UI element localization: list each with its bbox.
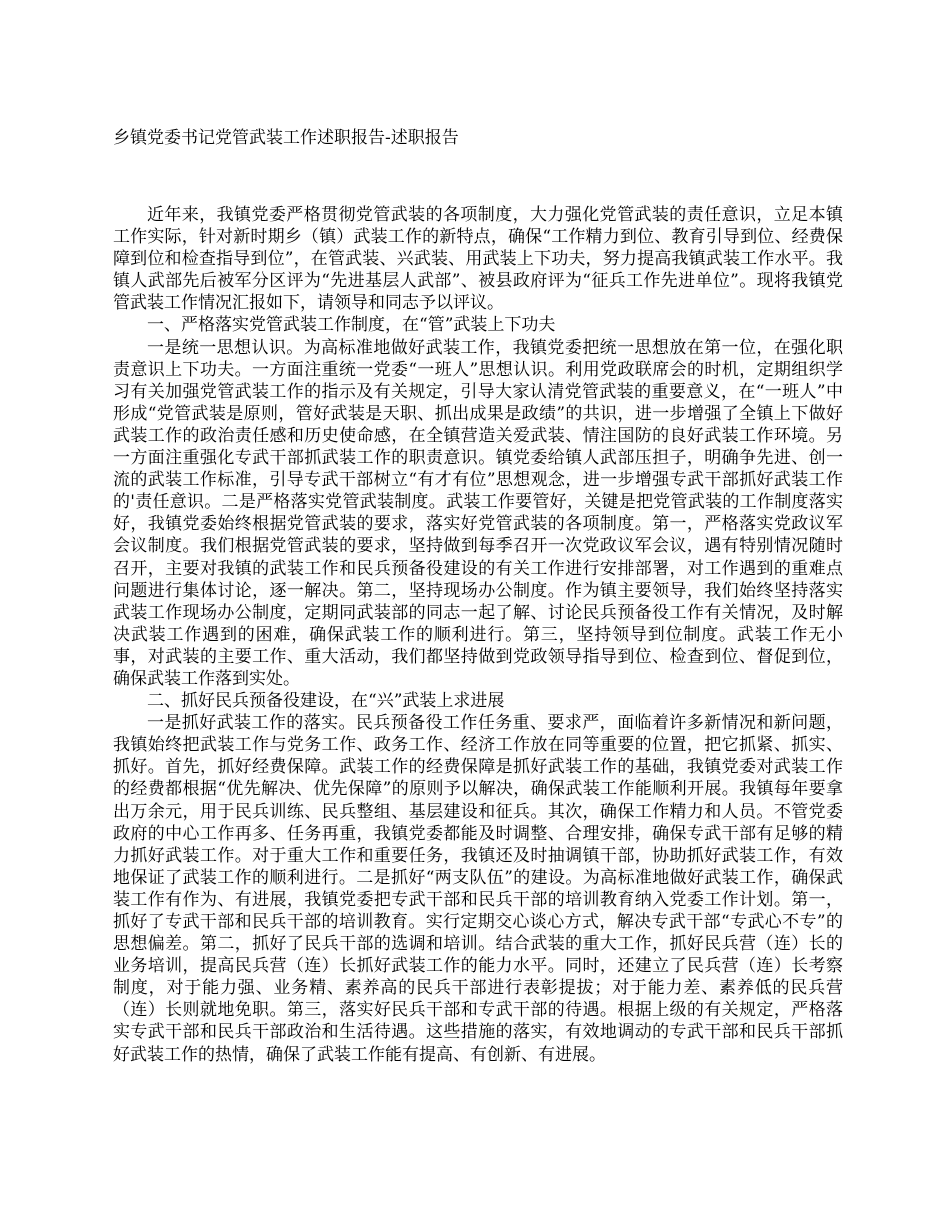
paragraph-intro: 近年来，我镇党委严格贯彻党管武装的各项制度，大力强化党管武装的责任意识，立足本镇工作实际，针对新时期乡（镇）武装工作的新特点，确保“工作精力到位、教育引导到位、经费保障到位和检查指导到位”，在管武装、兴武装、用武装上下功夫，努力提高我镇武装工作水平。我镇人武部先后被军分区评为“先进基层人武部”、被县政府评为“征兵工作先进单位”。现将我镇党管武装工作情况汇报如下，请领导和同志予以评议。 <box>113 205 843 314</box>
section-heading-1: 一、严格落实党管武装工作制度，在“管”武装上下功夫 <box>147 315 556 336</box>
paragraph-section-2: 一是抓好武装工作的落实。民兵预备役工作任务重、要求严，面临着许多新情况和新问题，我镇始终把武装工作与党务工作、政务工作、经济工作放在同等重要的位置，把它抓紧、抓实、抓好。首先，抓好经费保障。武装工作的经费保障是抓好武装工作的基础，我镇党委对武装工作的经费都根据“优先解决、优先保障”的原则予以解决，确保武装工作能顺利开展。我镇每年要拿出万余元，用于民兵训练、民兵整组、基层建设和征兵。其次，确保工作精力和人员。不管党委政府的中心工作再多、任务再重，我镇党委都能及时调整、合理安排，确保专武干部有足够的精力抓好武装工作。对于重大工作和重要任务，我镇还及时抽调镇干部，协助抓好武装工作，有效地保证了武装工作的顺利进行。二是抓好“两支队伍”的建设。为高标准地做好武装工作，确保武装工作有作为、有进展，我镇党委把专武干部和民兵干部的培训教育纳入党委工作计划。第一，抓好了专武干部和民兵干部的培训教育。实行定期交心谈心方式，解决专武干部“专武心不专”的思想偏差。第二，抓好了民兵干部的选调和培训。结合武装的重大工作，抓好民兵营（连）长的业务培训，提高民兵营（连）长抓好武装工作的能力水平。同时，还建立了民兵营（连）长考察制度，对于能力强、业务精、素养高的民兵干部进行表彰提拔；对于能力差、素养低的民兵营（连）长则就地免职。第三，落实好民兵干部和专武干部的待遇。根据上级的有关规定，严格落实专武干部和民兵干部政治和生活待遇。这些措施的落实，有效地调动的专武干部和民兵干部抓好武装工作的热情，确保了武装工作能有提高、有创新、有进展。 <box>113 713 843 1065</box>
section-heading-2: 二、抓好民兵预备役建设，在“兴”武装上求进展 <box>147 691 505 712</box>
paragraph-section-1: 一是统一思想认识。为高标准地做好武装工作，我镇党委把统一思想放在第一位，在强化职责意识上下功夫。一方面注重统一党委“一班人”思想认识。利用党政联席会的时机，定期组织学习有关加强党管武装工作的指示及有关规定，引导大家认清党管武装的重要意义，在“一班人”中形成“党管武装是原则，管好武装是天职、抓出成果是政绩”的共识，进一步增强了全镇上下做好武装工作的政治责任感和历史使命感，在全镇营造关爱武装、情注国防的良好武装工作环境。另一方面注重强化专武干部抓武装工作的职责意识。镇党委给镇人武部压担子，明确争先进、创一流的武装工作标准，引导专武干部树立“有才有位”思想观念，进一步增强专武干部抓好武装工作的'责任意识。二是严格落实党管武装制度。武装工作要管好，关键是把党管武装的工作制度落实好，我镇党委始终根据党管武装的要求，落实好党管武装的各项制度。第一，严格落实党政议军会议制度。我们根据党管武装的要求，坚持做到每季召开一次党政议军会议，遇有特别情况随时召开，主要对我镇的武装工作和民兵预备役建设的有关工作进行安排部署，对工作遇到的重难点问题进行集体讨论，逐一解决。第二，坚持现场办公制度。作为镇主要领导，我们始终坚持落实武装工作现场办公制度，定期同武装部的同志一起了解、讨论民兵预备役工作有关情况，及时解决武装工作遇到的困难，确保武装工作的顺利进行。第三，坚持领导到位制度。武装工作无小事，对武装的主要工作、重大活动，我们都坚持做到党政领导指导到位、检查到位、督促到位，确保武装工作落到实处。 <box>113 337 843 689</box>
document-title: 乡镇党委书记党管武装工作述职报告-述职报告 <box>113 128 459 148</box>
document-body <box>113 204 843 1066</box>
